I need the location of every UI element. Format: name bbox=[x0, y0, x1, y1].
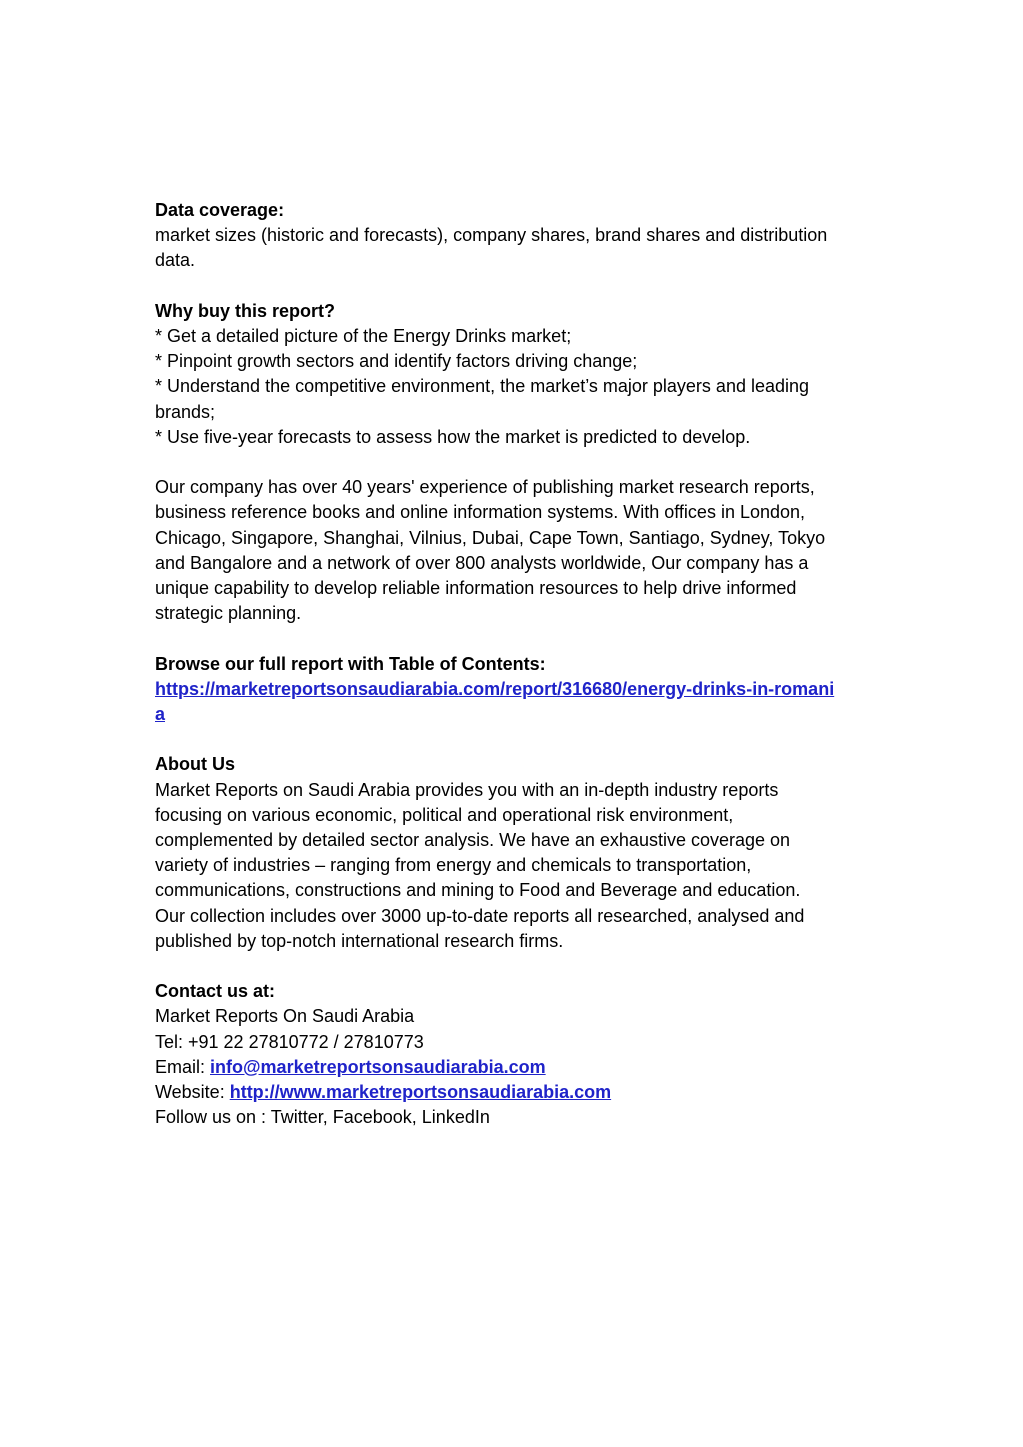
report-link-line[interactable]: a bbox=[155, 704, 166, 725]
website-label: Website: bbox=[155, 1082, 230, 1103]
company-section bbox=[155, 475, 870, 626]
why-buy-bullet: * Pinpoint growth sectors and identify factors driving change; bbox=[155, 351, 638, 372]
company-text-line: Chicago, Singapore, Shanghai, Vilnius, Dubai, Cape Town, Santiago, Sydney, Tokyo bbox=[155, 527, 826, 548]
why-buy-section bbox=[155, 299, 870, 450]
company-text-line: business reference books and online information systems. With offices in London, bbox=[155, 502, 806, 523]
why-buy-heading: Why buy this report? bbox=[155, 300, 335, 321]
about-text-line: communications, constructions and mining to Food and Beverage and education. bbox=[155, 880, 801, 901]
company-text-line: strategic planning. bbox=[155, 603, 302, 624]
about-text-line: published by top-notch international research firms. bbox=[155, 930, 564, 951]
report-link-line[interactable]: https://marketreportsonsaudiarabia.com/report/316680/energy-drinks-in-romani bbox=[155, 678, 835, 699]
company-text-line: Our company has over 40 years' experience of publishing market research reports, bbox=[155, 477, 815, 498]
company-text-line: unique capability to develop reliable information resources to help drive informed bbox=[155, 578, 797, 599]
data-coverage-heading: Data coverage: bbox=[155, 200, 285, 220]
why-buy-bullet: * Use five-year forecasts to assess how the market is predicted to develop. bbox=[155, 426, 751, 447]
contact-section bbox=[155, 979, 870, 1130]
about-text-line: focusing on various economic, political and operational risk environment, bbox=[155, 804, 734, 825]
contact-company-name: Market Reports On Saudi Arabia bbox=[155, 1006, 415, 1027]
contact-tel: Tel: +91 22 27810772 / 27810773 bbox=[155, 1031, 424, 1052]
company-text-line: and Bangalore and a network of over 800 analysts worldwide, Our company has a bbox=[155, 552, 809, 573]
about-text-line: complemented by detailed sector analysis. We have an exhaustive coverage on bbox=[155, 830, 791, 851]
data-coverage-text-line: data. bbox=[155, 250, 196, 271]
about-text-line: variety of industries – ranging from energy and chemicals to transportation, bbox=[155, 855, 752, 876]
about-heading: About Us bbox=[155, 754, 235, 775]
why-buy-bullet: * Get a detailed picture of the Energy Drinks market; bbox=[155, 326, 572, 346]
data-coverage-section bbox=[155, 198, 870, 274]
document-page bbox=[155, 198, 870, 1156]
data-coverage-text-line: market sizes (historic and forecasts), company shares, brand shares and distribution bbox=[155, 225, 828, 246]
contact-email-row bbox=[155, 1055, 870, 1080]
contact-heading: Contact us at: bbox=[155, 981, 276, 1002]
about-text-line: Market Reports on Saudi Arabia provides you with an in-depth industry reports bbox=[155, 779, 779, 800]
why-buy-bullet: brands; bbox=[155, 401, 216, 422]
contact-follow: Follow us on : Twitter, Facebook, LinkedIn bbox=[155, 1107, 490, 1128]
email-label: Email: bbox=[155, 1056, 211, 1077]
browse-heading: Browse our full report with Table of Contents: bbox=[155, 653, 546, 674]
email-link[interactable]: info@marketreportsonsaudiarabia.com bbox=[210, 1056, 546, 1077]
website-link[interactable]: http://www.marketreportsonsaudiarabia.com bbox=[229, 1082, 612, 1103]
report-link[interactable] bbox=[155, 677, 870, 727]
why-buy-bullet: * Understand the competitive environment, the market’s major players and leading bbox=[155, 376, 810, 397]
about-text-line: Our collection includes over 3000 up-to-date reports all researched, analysed and bbox=[155, 905, 805, 926]
browse-section bbox=[155, 652, 870, 728]
about-section bbox=[155, 752, 870, 954]
contact-website-row bbox=[155, 1080, 870, 1105]
